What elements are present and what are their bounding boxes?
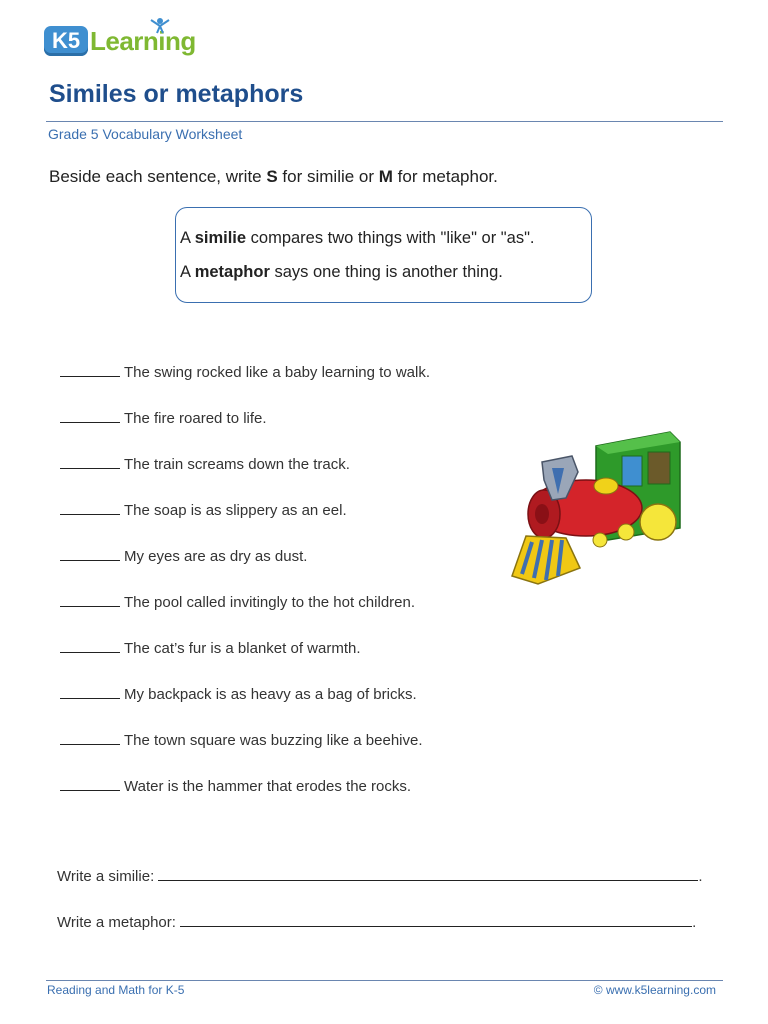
write-metaphor-row [57,912,696,931]
answer-blank[interactable] [60,776,120,791]
k5-learning-logo [44,16,214,62]
answer-blank[interactable] [60,638,120,653]
footer-tagline: Reading and Math for K-5 [47,983,185,997]
question-text: The fire roared to life. [124,410,267,427]
toy-train-icon [508,428,683,588]
answer-blank[interactable] [60,730,120,745]
definition-text: A [180,263,195,281]
instructions-text: Beside each sentence, write [49,167,267,186]
title-divider [46,121,723,122]
write-simile-label: Write a similie: [57,868,155,885]
definition-box [175,207,592,303]
question-item [60,776,411,795]
answer-blank[interactable] [60,546,120,561]
logo-wordmark: Learning [90,26,196,56]
metaphor-term: metaphor [194,263,270,281]
write-metaphor-line[interactable] [180,912,692,927]
write-simile-row [57,866,703,885]
logo-star-figure-icon [149,16,171,34]
question-text: The soap is as slippery as an eel. [124,502,347,519]
question-item [60,454,350,473]
question-text: My eyes are as dry as dust. [124,548,308,565]
question-text: The swing rocked like a baby learning to walk. [124,364,430,381]
page-subtitle: Grade 5 Vocabulary Worksheet [48,126,243,142]
question-item [60,592,415,611]
footer-website-link[interactable]: © www.k5learning.com [593,983,716,997]
instructions-text: for metaphor. [392,167,498,186]
footer-divider [46,980,723,981]
answer-blank[interactable] [60,592,120,607]
instructions-text: for similie or [277,167,379,186]
question-text: Water is the hammer that erodes the rocks. [124,778,412,795]
end-mark: . [698,868,703,885]
simile-term: similie [194,229,247,247]
question-text: The train screams down the track. [124,456,350,473]
question-item [60,730,423,749]
question-text: The pool called invitingly to the hot children. [124,594,416,611]
answer-blank[interactable] [60,362,120,377]
question-item [60,408,267,427]
write-simile-line[interactable] [158,866,698,881]
metaphor-definition [180,263,503,282]
answer-blank[interactable] [60,500,120,515]
question-item [60,638,361,657]
definition-text: A [180,229,195,247]
question-item [60,546,307,565]
question-item [60,362,430,381]
instructions-m-letter: M [378,167,393,186]
question-text: My backpack is as heavy as a bag of bricks. [124,686,417,703]
simile-definition [180,229,535,248]
page-title: Similes or metaphors [49,80,304,108]
definition-text: compares two things with "like" or "as". [246,229,535,247]
definition-text: says one thing is another thing. [269,263,503,281]
question-item [60,500,347,519]
write-metaphor-label: Write a metaphor: [57,914,176,931]
question-item [60,684,417,703]
logo-mark: K5 [44,26,88,56]
question-text: The town square was buzzing like a beehive. [124,732,423,749]
end-mark: . [692,914,697,931]
question-text: The cat’s fur is a blanket of warmth. [124,640,361,657]
answer-blank[interactable] [60,454,120,469]
instructions-s-letter: S [266,167,278,186]
instructions [49,167,498,187]
answer-blank[interactable] [60,684,120,699]
answer-blank[interactable] [60,408,120,423]
